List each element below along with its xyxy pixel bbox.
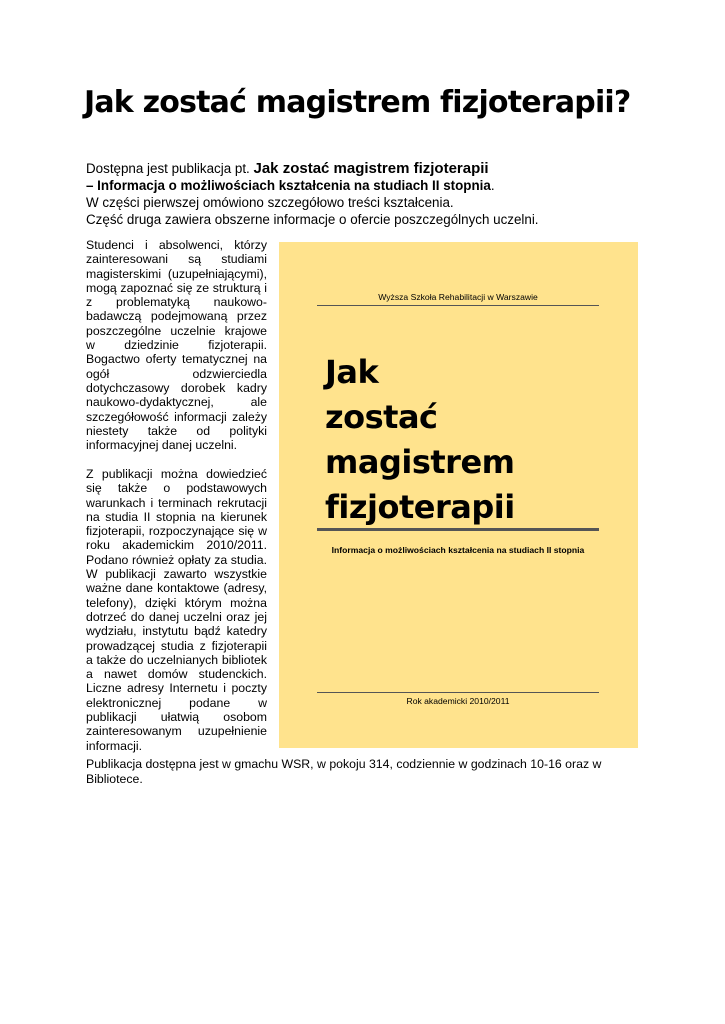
subtitle-period: . [490,178,495,193]
cover-title-line: fizjoterapii [325,488,515,526]
cover-academic-year: Rok akademicki 2010/2011 [406,696,510,706]
cover-bottom-divider [317,692,599,693]
intro-part-one: W części pierwszej omówiono szczegółowo treści kształcenia. [86,195,454,210]
availability-note: Publikacja dostępna jest w gmachu WSR, w pokoju 314, codziennie w godzinach 10-16 oraz w Bibliotece. [86,757,602,786]
page-title: Jak zostać magistrem fizjoterapii? [84,85,631,120]
publication-subtitle: – Informacja o możliwościach kształcenia na studiach II stopnia [86,178,491,193]
cover-subtitle: Informacja o możliwościach kształcenia na studiach II stopnia [331,545,585,555]
intro-line-1 [86,160,646,177]
cover-title-line: Jak [325,353,379,391]
publication-cover [279,242,638,748]
description-column [86,238,267,767]
description-paragraph-1: Studenci i absolwenci, którzy zainteresowani są studiami magisterskimi (uzupełniającymi), mogą zapoznać się ze strukturą i z problematyką naukowo-badawczą podejmowaną przez poszczególne uczelnie krajowe w dziedzinie fizjoterapii. Bogactwo oferty tematycznej na ogół odzwierciedla dotychczasowy dorobek kadry naukowo-dydaktycznej, ale szczegółowość informacji zależy niestety także od polityki informacyjnej danej uczelni. [86,238,267,453]
intro-lead: Dostępna jest publikacja pt. [86,161,250,176]
intro-section [86,160,646,228]
cover-title-line: magistrem [325,443,515,481]
description-paragraph-2: Z publikacji można dowiedzieć się także o podstawowych warunkach i terminach rekrutacji na studia II stopnia na kierunek fizjoterapii, rozpoczynające się w roku akademickim 2010/2011. Podano również opłaty za studia. W publikacji zawarto wszystkie ważne dane kontaktowe (adresy, telefony), dzięki którym można dotrzeć do danej uczelni oraz jej wydziału, instytutu bądź katedry prowadzącej studia z fizjoterapii a także do uczelnianych bibliotek a nawet domów studenckich. Liczne adresy Internetu i poczty elektronicznej podane w publikacji ułatwią osobom zainteresowanym uzupełnienie informacji. [86,466,267,753]
intro-part-two: Część druga zawiera obszerne informacje o ofercie poszczególnych uczelni. [86,212,539,227]
cover-title-line: zostać [325,398,438,436]
cover-title [325,350,515,530]
cover-title-divider [317,528,599,531]
publication-title: Jak zostać magistrem fizjoterapii [253,160,489,177]
intro-line-2 [86,177,646,194]
cover-institution: Wyższa Szkoła Rehabilitacji w Warszawie [317,292,599,306]
